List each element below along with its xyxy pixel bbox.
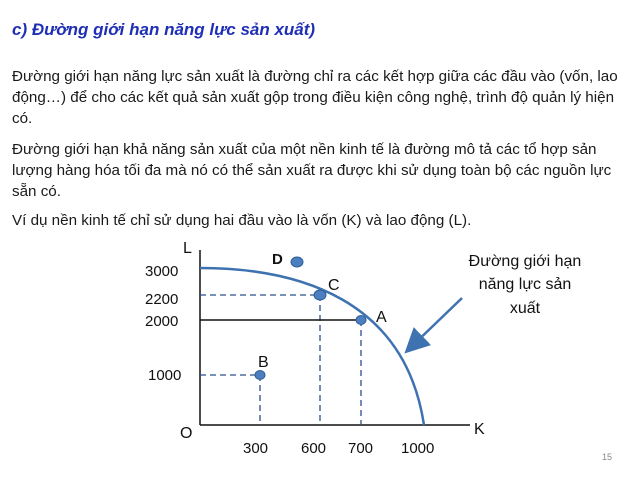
curve-callout-line-1: Đường giới hạn — [468, 253, 582, 270]
x-axis-label: K — [474, 421, 485, 438]
y-tick-2200: 2200 — [145, 291, 179, 308]
y-axis-label: L — [183, 240, 192, 257]
x-tick-1000: 1000 — [401, 440, 435, 457]
point-d-marker — [291, 257, 303, 267]
callout-arrow — [408, 298, 462, 350]
y-tick-1000: 1000 — [148, 367, 182, 384]
x-tick-300: 300 — [243, 440, 269, 457]
point-b-label: B — [258, 354, 269, 371]
curve-callout-line-2: năng lực sản — [478, 276, 572, 293]
ppf-curve — [200, 268, 424, 425]
paragraph-2: Đường giới hạn khả năng sản xuất của một nền kinh tế là đường mô tả các tổ hợp sản lượng hàng hóa tối đa mà nó có thể sản xuất ra được khi sử dụng toàn bộ các nguồn lực sẵn có. — [12, 141, 612, 200]
y-tick-3000: 3000 — [145, 263, 179, 280]
point-c-marker — [314, 290, 326, 300]
paragraph-3: Ví dụ nền kinh tế chỉ sử dụng hai đầu vào là vốn (K) và lao động (L). — [12, 212, 472, 229]
point-b-marker — [255, 371, 265, 380]
x-tick-600: 600 — [301, 440, 327, 457]
paragraph-1: Đường giới hạn năng lực sản xuất là đường chỉ ra các kết hợp giữa các đầu vào (vốn, lao động…) để cho các kết quả sản xuất gộp trong điều kiện công nghệ, trình độ quản lý hiện có. — [12, 68, 618, 127]
point-a-label: A — [376, 309, 387, 326]
point-c-label: C — [328, 277, 340, 294]
point-a-marker — [356, 316, 366, 325]
point-d-label: D — [272, 251, 283, 268]
y-tick-2000: 2000 — [145, 313, 179, 330]
x-tick-700: 700 — [348, 440, 374, 457]
page-number: 15 — [601, 452, 612, 462]
curve-callout-line-3: xuất — [509, 300, 541, 317]
slide-heading: c) Đường giới hạn năng lực sản xuất) — [12, 20, 316, 39]
origin-label: O — [180, 425, 193, 442]
